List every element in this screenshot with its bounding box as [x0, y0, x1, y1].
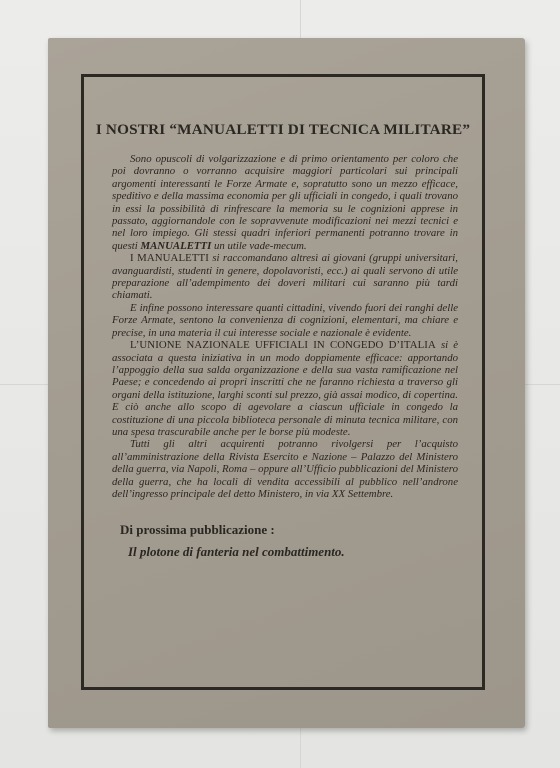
upcoming-publication-title: Il plotone di fanteria nel combattimento. [128, 544, 345, 560]
paragraph-youth [94, 252, 472, 302]
paragraph-intro-text: Sono opuscoli di volgarizzazione e di primo orientamento per coloro che poi dovranno o vorranno acquisire maggiori particolari sui principali argomenti interessanti le Forze Armate e, sopratutto sono un mezzo efficace, speditivo e della massima economia per gli ufficiali in congedo, i quali trovano in essi la possibilità di rinfrescare la memoria su le cognizioni apprese in passato, aggiornandole con le sopravvenute modificazioni nei mezzi tecnici e nel loro impiego. Gli stessi quadri inferiori permanenti potranno trovare in questi [112, 153, 458, 252]
paragraph-intro [94, 153, 472, 252]
upcoming-publication-heading: Di prossima pubblicazione : [120, 522, 275, 538]
printed-page [48, 38, 525, 728]
paragraph-citizens: E infine possono interessare quanti cittadini, vivendo fuori dei ranghi delle Forze Armate, sentono la convenienza di cognizioni, elementari, ma chiare e precise, in una materia il cui interesse sociale e nazionale è evidente. [112, 301, 458, 339]
manualetti-heading: I MANUALETTI [130, 252, 209, 265]
paragraph-youth-text: si raccomandano altresì ai giovani (gruppi universitari, avanguardisti, studenti in genere, dopolavoristi, ecc.) ai quali servono di utile preparazione all’adempimento dei doveri militari cui saranno più tardi chiamati. [112, 252, 458, 302]
paragraph-unione-text: si è associata a questa iniziativa in un modo doppiamente efficace: apportando l’appoggio della sua salda organizzazione e della sua vasta ramificazione nel Paese; e concedendo ai propri inscritti che ne faranno richiesta a traverso gli organi della istituzione, larghi sconti sul prezzo, già assai modico, di copertina. E ciò anche allo scopo di agevolare a ciascun ufficiale in congedo la costituzione di una piccola biblioteca personale di minuta tecnica militare, con una spesa trascurabile anche per le borse più modeste. [112, 339, 458, 438]
page-title: I NOSTRI “MANUALETTI DI TECNICA MILITARE” [95, 121, 471, 138]
paragraph-purchase: Tutti gli altri acquirenti potranno rivolgersi per l’acquisto all’amministrazione della Rivista Esercito e Nazione – Palazzo del Ministero della guerra, via Napoli, Roma – oppure all’Ufficio pubblicazioni del Ministero della guerra, che ha locali di vendita accessibili al pubblico nell’androne dell’ingresso principale del detto Ministero, in via XX Settembre. [112, 438, 458, 500]
unione-heading: L’UNIONE NAZIONALE UFFICIALI IN CONGEDO D’ITALIA [130, 339, 436, 352]
manualetti-emphasis: MANUALETTI [140, 239, 212, 252]
page-border-frame [81, 74, 485, 690]
paragraph-unione [94, 339, 472, 438]
paragraph-intro-end: un utile vade-mecum. [211, 239, 307, 252]
page-content [94, 121, 472, 560]
